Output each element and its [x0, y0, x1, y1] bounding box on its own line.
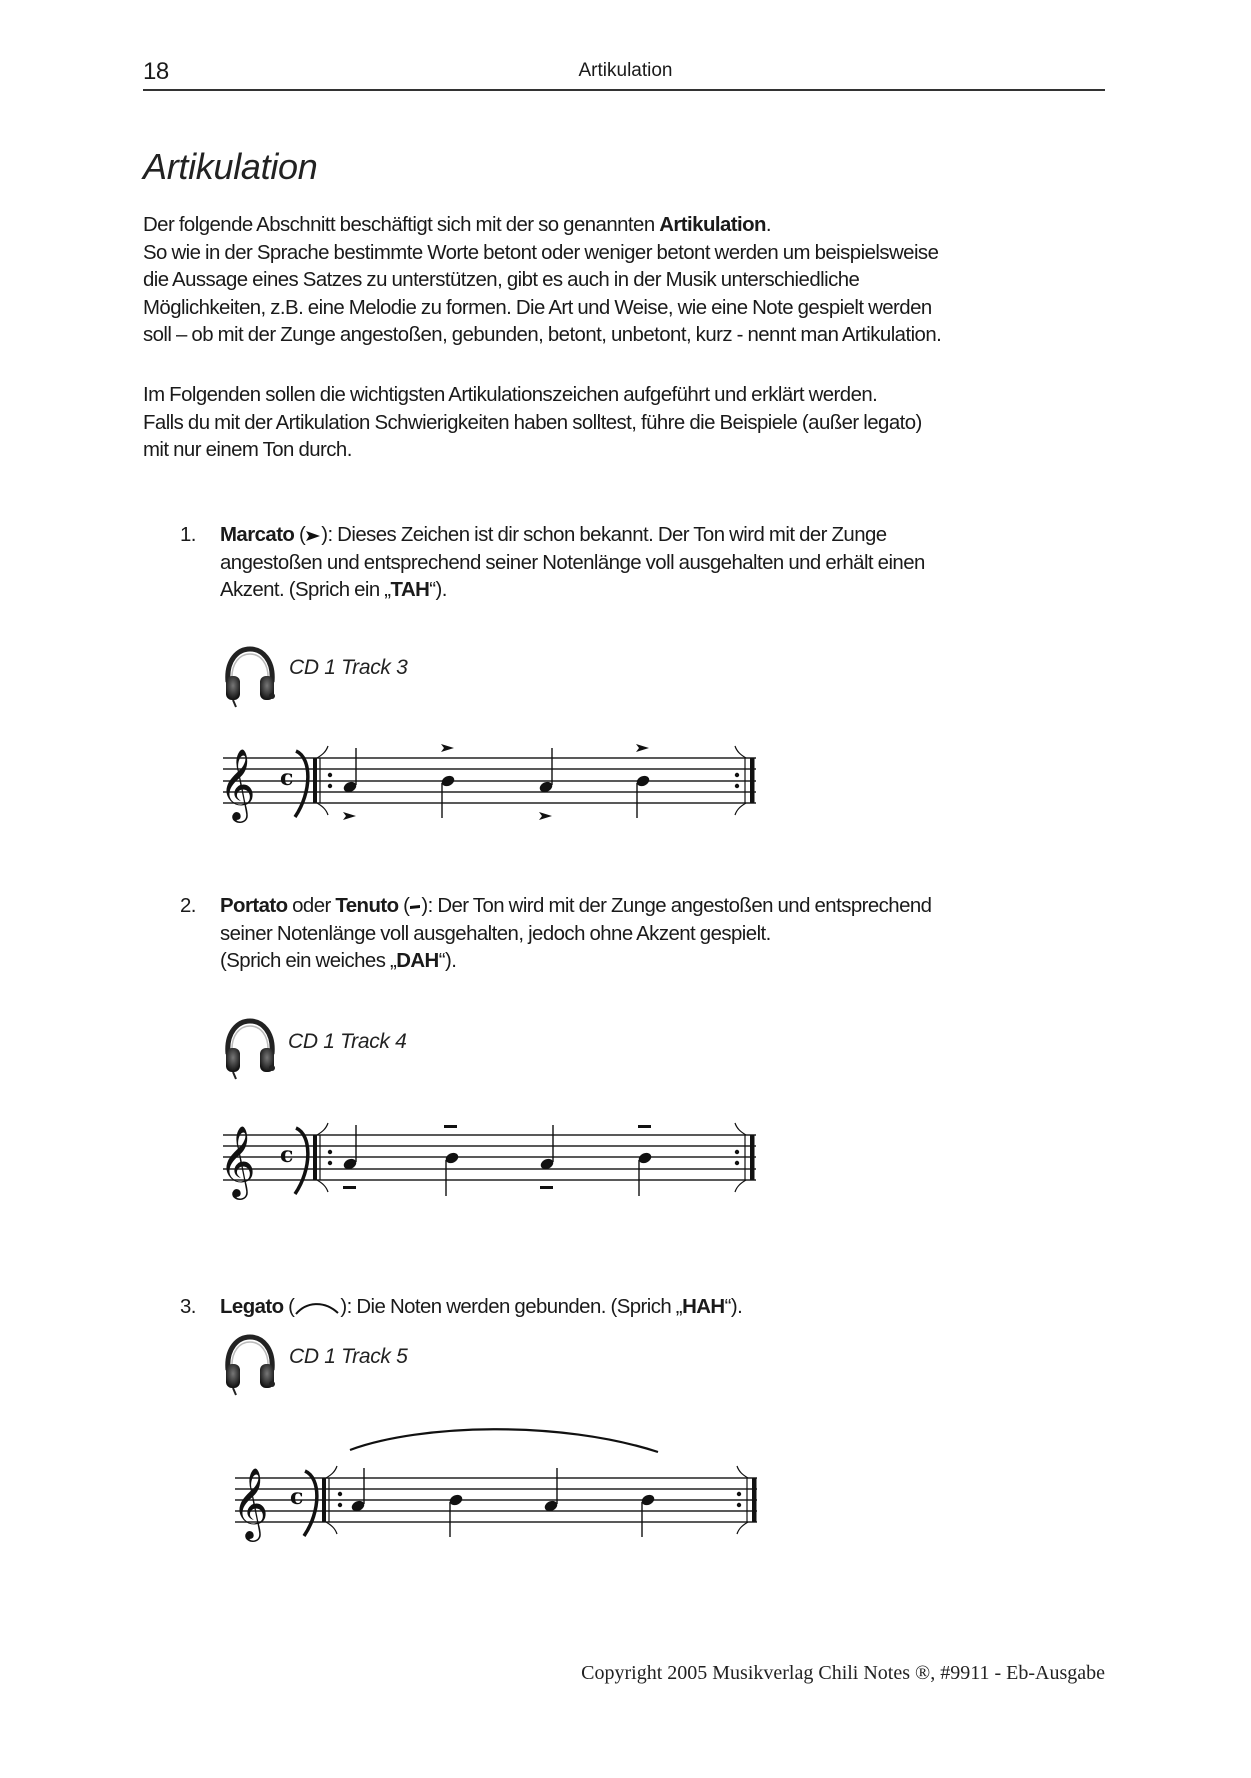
list-item-marcato: 1. Marcato ( ): Dieses Zeichen ist dir schon bekannt. Der Ton wird mit der Zunge angestoßen und entsprechend seiner Notenlänge voll ausgehalten und erhält einen Akzent. (Sprich ein „TAH“).: [180, 524, 925, 601]
headphones-icon: [222, 1334, 278, 1401]
intro-paragraph-2: Im Folgenden sollen die wichtigsten Artikulationszeichen aufgeführt und erklärt werden. Falls du mit der Artikulation Schwierigkeiten haben solltest, führe die Beispiele (außer legato) mit nur einem Ton durch.: [143, 384, 922, 461]
page-title: Artikulation: [143, 146, 318, 187]
svg-text:𝄞: 𝄞: [219, 747, 256, 820]
bold-term: Artikulation: [659, 214, 766, 236]
slur-arc-icon: [294, 1300, 340, 1316]
cd-track-label: CD 1 Track 5: [289, 1345, 408, 1368]
intro-paragraph-1: Der folgende Abschnitt beschäftigt sich mit der so genannten Artikulation. So wie in der Sprache bestimmte Worte betont oder weniger betont werden um beispielsweise die Aussage eines Satzes zu unterstützen, gibt es auch in der Musik unterschiedliche Möglichkeiten, z.B. eine Melodie zu formen. Die Art und Weise, wie eine Note gespielt werden soll – ob mit der Zunge angestoßen, gebunden, betont, unbetont, kurz - nennt man Artikulation.: [143, 214, 942, 346]
svg-text:𝄞: 𝄞: [232, 1466, 269, 1539]
staff-lines: [223, 758, 756, 803]
cd-track-label: CD 1 Track 3: [289, 656, 408, 679]
svg-text:c: c: [290, 1484, 304, 1510]
marcato-accent-icon: [305, 530, 321, 542]
list-item-tenuto: 2. Portato oder Tenuto ( ): Der Ton wird mit der Zunge angestoßen und entsprechend seiner Notenlänge voll ausgehalten, jedoch ohne Akzent gespielt. (Sprich ein weiches „DAH“).: [180, 895, 932, 972]
copyright-footer: Copyright 2005 Musikverlag Chili Notes ®, #9911 - Eb-Ausgabe: [581, 1662, 1105, 1684]
page-number: 18: [143, 58, 169, 85]
time-signature: c: [280, 765, 294, 791]
svg-text:𝄞: 𝄞: [219, 1124, 256, 1197]
cd-track-label: CD 1 Track 4: [288, 1030, 407, 1053]
header-divider: [143, 89, 1105, 91]
running-header-title: Artikulation: [578, 60, 673, 81]
svg-text:c: c: [280, 1142, 294, 1168]
tenuto-dash-icon: [409, 902, 421, 912]
headphones-icon: [222, 1018, 278, 1085]
headphones-icon: [222, 646, 278, 713]
list-item-legato: 3. Legato ( ): Die Noten werden gebunden. (Sprich „HAH“).: [180, 1296, 743, 1318]
treble-clef-icon: [219, 747, 256, 823]
